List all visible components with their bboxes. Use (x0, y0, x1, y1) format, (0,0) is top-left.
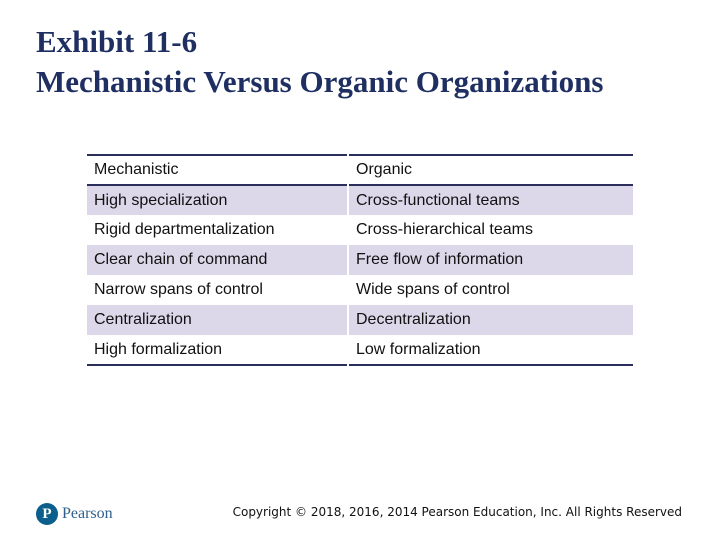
slide-title-line-1: Exhibit 11-6 (36, 24, 198, 59)
organic-cell: Low formalization (348, 335, 633, 365)
mechanistic-cell: Narrow spans of control (94, 281, 263, 298)
table-row (87, 275, 633, 305)
pearson-logo-icon: P (36, 503, 58, 525)
mechanistic-cell: High formalization (94, 340, 223, 358)
copyright-notice: Copyright © 2018, 2016, 2014 Pearson Education, Inc. All Rights Reserved (232, 505, 682, 519)
pearson-logo (36, 502, 113, 526)
organic-cell: Decentralization (348, 305, 633, 335)
mechanistic-cell: Rigid departmentalization (94, 221, 275, 238)
organic-cell: Cross-functional teams (348, 185, 633, 215)
pearson-logo-text: Pearson (62, 505, 113, 522)
header-mechanistic: Mechanistic (94, 161, 179, 178)
table-row (87, 185, 633, 215)
mechanistic-cell: Centralization (87, 305, 348, 335)
table-row (87, 215, 633, 245)
slide-title (36, 22, 603, 102)
slide-title-line-2: Mechanistic Versus Organic Organizations (36, 64, 604, 99)
header-organic: Organic (348, 155, 633, 185)
table-row (87, 245, 633, 275)
table-header-row (87, 155, 633, 185)
mechanistic-cell: High specialization (87, 185, 348, 215)
organic-cell: Wide spans of control (348, 275, 633, 305)
organic-cell: Cross-hierarchical teams (348, 215, 633, 245)
table-row (87, 335, 633, 365)
table-row (87, 305, 633, 335)
mechanistic-cell: Clear chain of command (87, 245, 348, 275)
organic-cell: Free flow of information (348, 245, 633, 275)
comparison-table (87, 154, 633, 366)
